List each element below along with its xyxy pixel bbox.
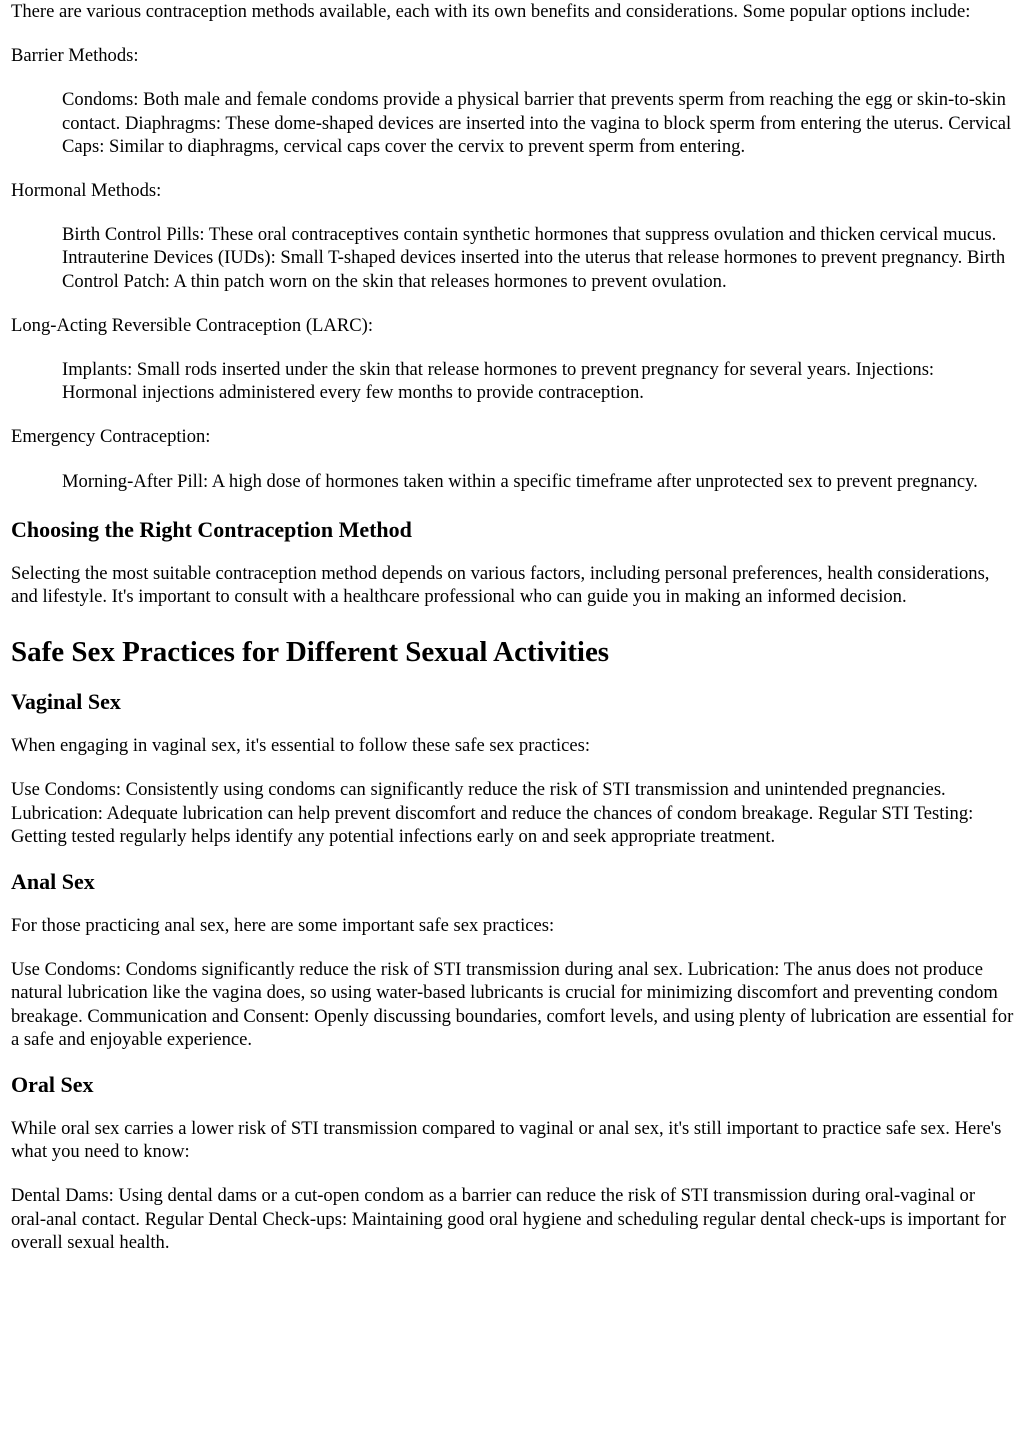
- anal-sex-heading: Anal Sex: [11, 869, 95, 895]
- emergency-contraception-label: Emergency Contraception:: [11, 426, 211, 448]
- oral-sex-intro: While oral sex carries a lower risk of STI transmission compared to vaginal or anal sex, it's still important to practice safe sex. Here's what you need to know:: [11, 1118, 1002, 1163]
- hormonal-methods-label: Hormonal Methods:: [11, 180, 162, 202]
- oral-sex-heading: Oral Sex: [11, 1072, 94, 1098]
- safe-sex-practices-heading: Safe Sex Practices for Different Sexual Activities: [11, 636, 610, 669]
- hormonal-methods-description: Birth Control Pills: These oral contraceptives contain synthetic hormones that suppress ovulation and thicken cervical mucus. Intrauterine Devices (IUDs): Small T-shaped devices inserted into the uterus that release hormones to prevent pregnancy. Birth Control Patch: A thin patch worn on the skin that releases hormones to prevent ovulation.: [62, 224, 1006, 292]
- emergency-contraception-description: Morning-After Pill: A high dose of hormones taken within a specific timeframe after unprotected sex to prevent pregnancy.: [62, 470, 978, 492]
- barrier-methods-description: Condoms: Both male and female condoms provide a physical barrier that prevents sperm from reaching the egg or skin-to-skin contact. Diaphragms: These dome-shaped devices are inserted into the vagina to block sperm from entering the uterus. Cervical Caps: Similar to diaphragms, cervical caps cover the cervix to prevent sperm from entering.: [62, 89, 1012, 157]
- choosing-method-paragraph: Selecting the most suitable contraception method depends on various factors, including personal preferences, health considerations, and lifestyle. It's important to consult with a healthcare professional who can guide you in making an informed decision.: [11, 562, 990, 608]
- larc-methods-description: Implants: Small rods inserted under the skin that release hormones to prevent pregnancy for several years. Injections: Hormonal injections administered every few months to provide contraception.: [62, 359, 935, 404]
- oral-sex-practices: Dental Dams: Using dental dams or a cut-open condom as a barrier can reduce the risk of STI transmission during oral-vaginal or oral-anal contact. Regular Dental Check-ups: Maintaining good oral hygiene and scheduling regular dental check-ups is important for overall sexual health.: [11, 1185, 1006, 1253]
- choosing-method-heading: Choosing the Right Contraception Method: [11, 516, 412, 542]
- anal-sex-intro: For those practicing anal sex, here are some important safe sex practices:: [11, 915, 555, 937]
- barrier-methods-label: Barrier Methods:: [11, 45, 139, 67]
- vaginal-sex-practices: Use Condoms: Consistently using condoms can significantly reduce the risk of STI transmission and unintended pregnancies. Lubrication: Adequate lubrication can help prevent discomfort and reduce the chances of condom breakage. Regular STI Testing: Getting tested regularly helps identify any potential infections early on and seek appropriate treatment.: [11, 779, 974, 847]
- larc-methods-label: Long-Acting Reversible Contraception (LARC):: [11, 314, 373, 336]
- vaginal-sex-intro: When engaging in vaginal sex, it's essential to follow these safe sex practices:: [11, 735, 591, 757]
- vaginal-sex-heading: Vaginal Sex: [11, 689, 121, 715]
- anal-sex-practices: Use Condoms: Condoms significantly reduce the risk of STI transmission during anal sex. Lubrication: The anus does not produce natural lubrication like the vagina does, so using water-based lubricants is crucial for minimizing discomfort and preventing condom breakage. Communication and Consent: Openly discussing boundaries, comfort levels, and using plenty of lubrication are essential for a safe and enjoyable experience.: [11, 959, 1014, 1050]
- intro-paragraph: There are various contraception methods available, each with its own benefits and considerations. Some popular options include:: [11, 1, 971, 22]
